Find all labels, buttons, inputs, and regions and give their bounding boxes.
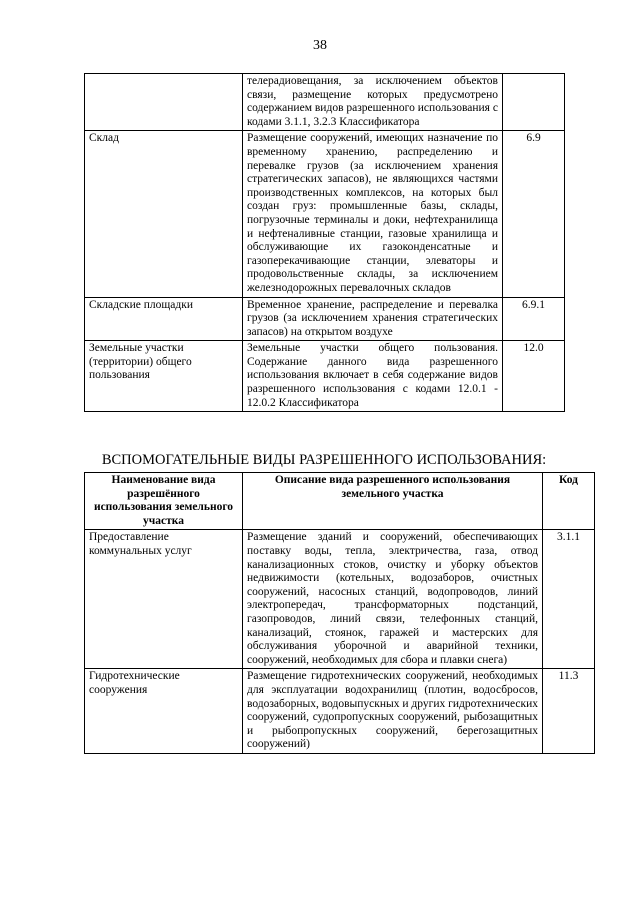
row-description: Размещение зданий и сооружений, обеспечивающих поставку воды, тепла, электричества, газа, отвод канализационных стоков, очистку и уборку объектов недвижимости (котельных, водозаборов, очистных сооружений, насосных станций, водопроводов, линий электропередач, трансформаторных подстанций, газопроводов, линий связи, телефонных станций, канализаций, стоянок, гаражей и мастерских для обслуживания уборочной и аварийной техники, сооружений, необходимых для сбора и плавки снега) [243,530,543,669]
auxiliary-uses-table [84,472,595,754]
row-name: Предоставление коммунальных услуг [85,530,243,669]
table-row [85,297,565,341]
row-name [85,74,243,131]
row-code: 6.9.1 [503,297,565,341]
row-description: Размещение гидротехнических сооружений, необходимых для эксплуатации водохранилищ (плотин, водосбросов, водозаборных, водовыпускных и других гидротехнических сооружений, судопропускных сооружений, рыбозащитных и рыбопропускных сооружений, берегозащитных сооружений) [243,669,543,754]
header-name: Наименование вида разрешённого использования земельного участка [85,473,243,530]
row-description: Временное хранение, распределение и перевалка грузов (за исключением хранения стратегических запасов) на открытом воздухе [243,297,503,341]
table-row [85,669,595,754]
row-name: Склад [85,131,243,297]
row-description: Земельные участки общего пользования. Содержание данного вида разрешенного использования включает в себя содержание видов разрешенного использования с кодами 12.0.1 - 12.0.2 Классификатора [243,341,503,412]
table-row [85,530,595,669]
row-code: 6.9 [503,131,565,297]
primary-uses-table-continued [84,73,565,412]
header-code: Код [543,473,595,530]
row-description: телерадиовещания, за исключением объектов связи, размещение которых предусмотрено содержанием видов разрешенного использования с кодами 3.1.1, 3.2.3 Классификатора [243,74,503,131]
row-description: Размещение сооружений, имеющих назначение по временному хранению, распределению и перевалке грузов (за исключением хранения стратегических запасов), не являющихся частями производственных комплексов, на которых был создан груз: промышленные базы, склады, погрузочные терминалы и доки, нефтехранилища и нефтеналивные станции, газовые хранилища и обслуживающие их газоконденсатные и газоперекачивающие станции, элеваторы и продовольственные склады, за исключением железнодорожных перевалочных складов [243,131,503,297]
page-number: 38 [313,38,327,53]
table-row [85,341,565,412]
table-header-row [85,473,595,530]
row-name: Земельные участки (территории) общего пользования [85,341,243,412]
row-code: 3.1.1 [543,530,595,669]
header-description: Описание вида разрешенного использования земельного участка [243,473,543,530]
row-code [503,74,565,131]
table-row [85,74,565,131]
row-name: Складские площадки [85,297,243,341]
row-code: 11.3 [543,669,595,754]
row-name: Гидротехнические сооружения [85,669,243,754]
table-row [85,131,565,297]
row-code: 12.0 [503,341,565,412]
section-heading: ВСПОМОГАТЕЛЬНЫЕ ВИДЫ РАЗРЕШЕННОГО ИСПОЛЬЗОВАНИЯ: [101,452,547,468]
